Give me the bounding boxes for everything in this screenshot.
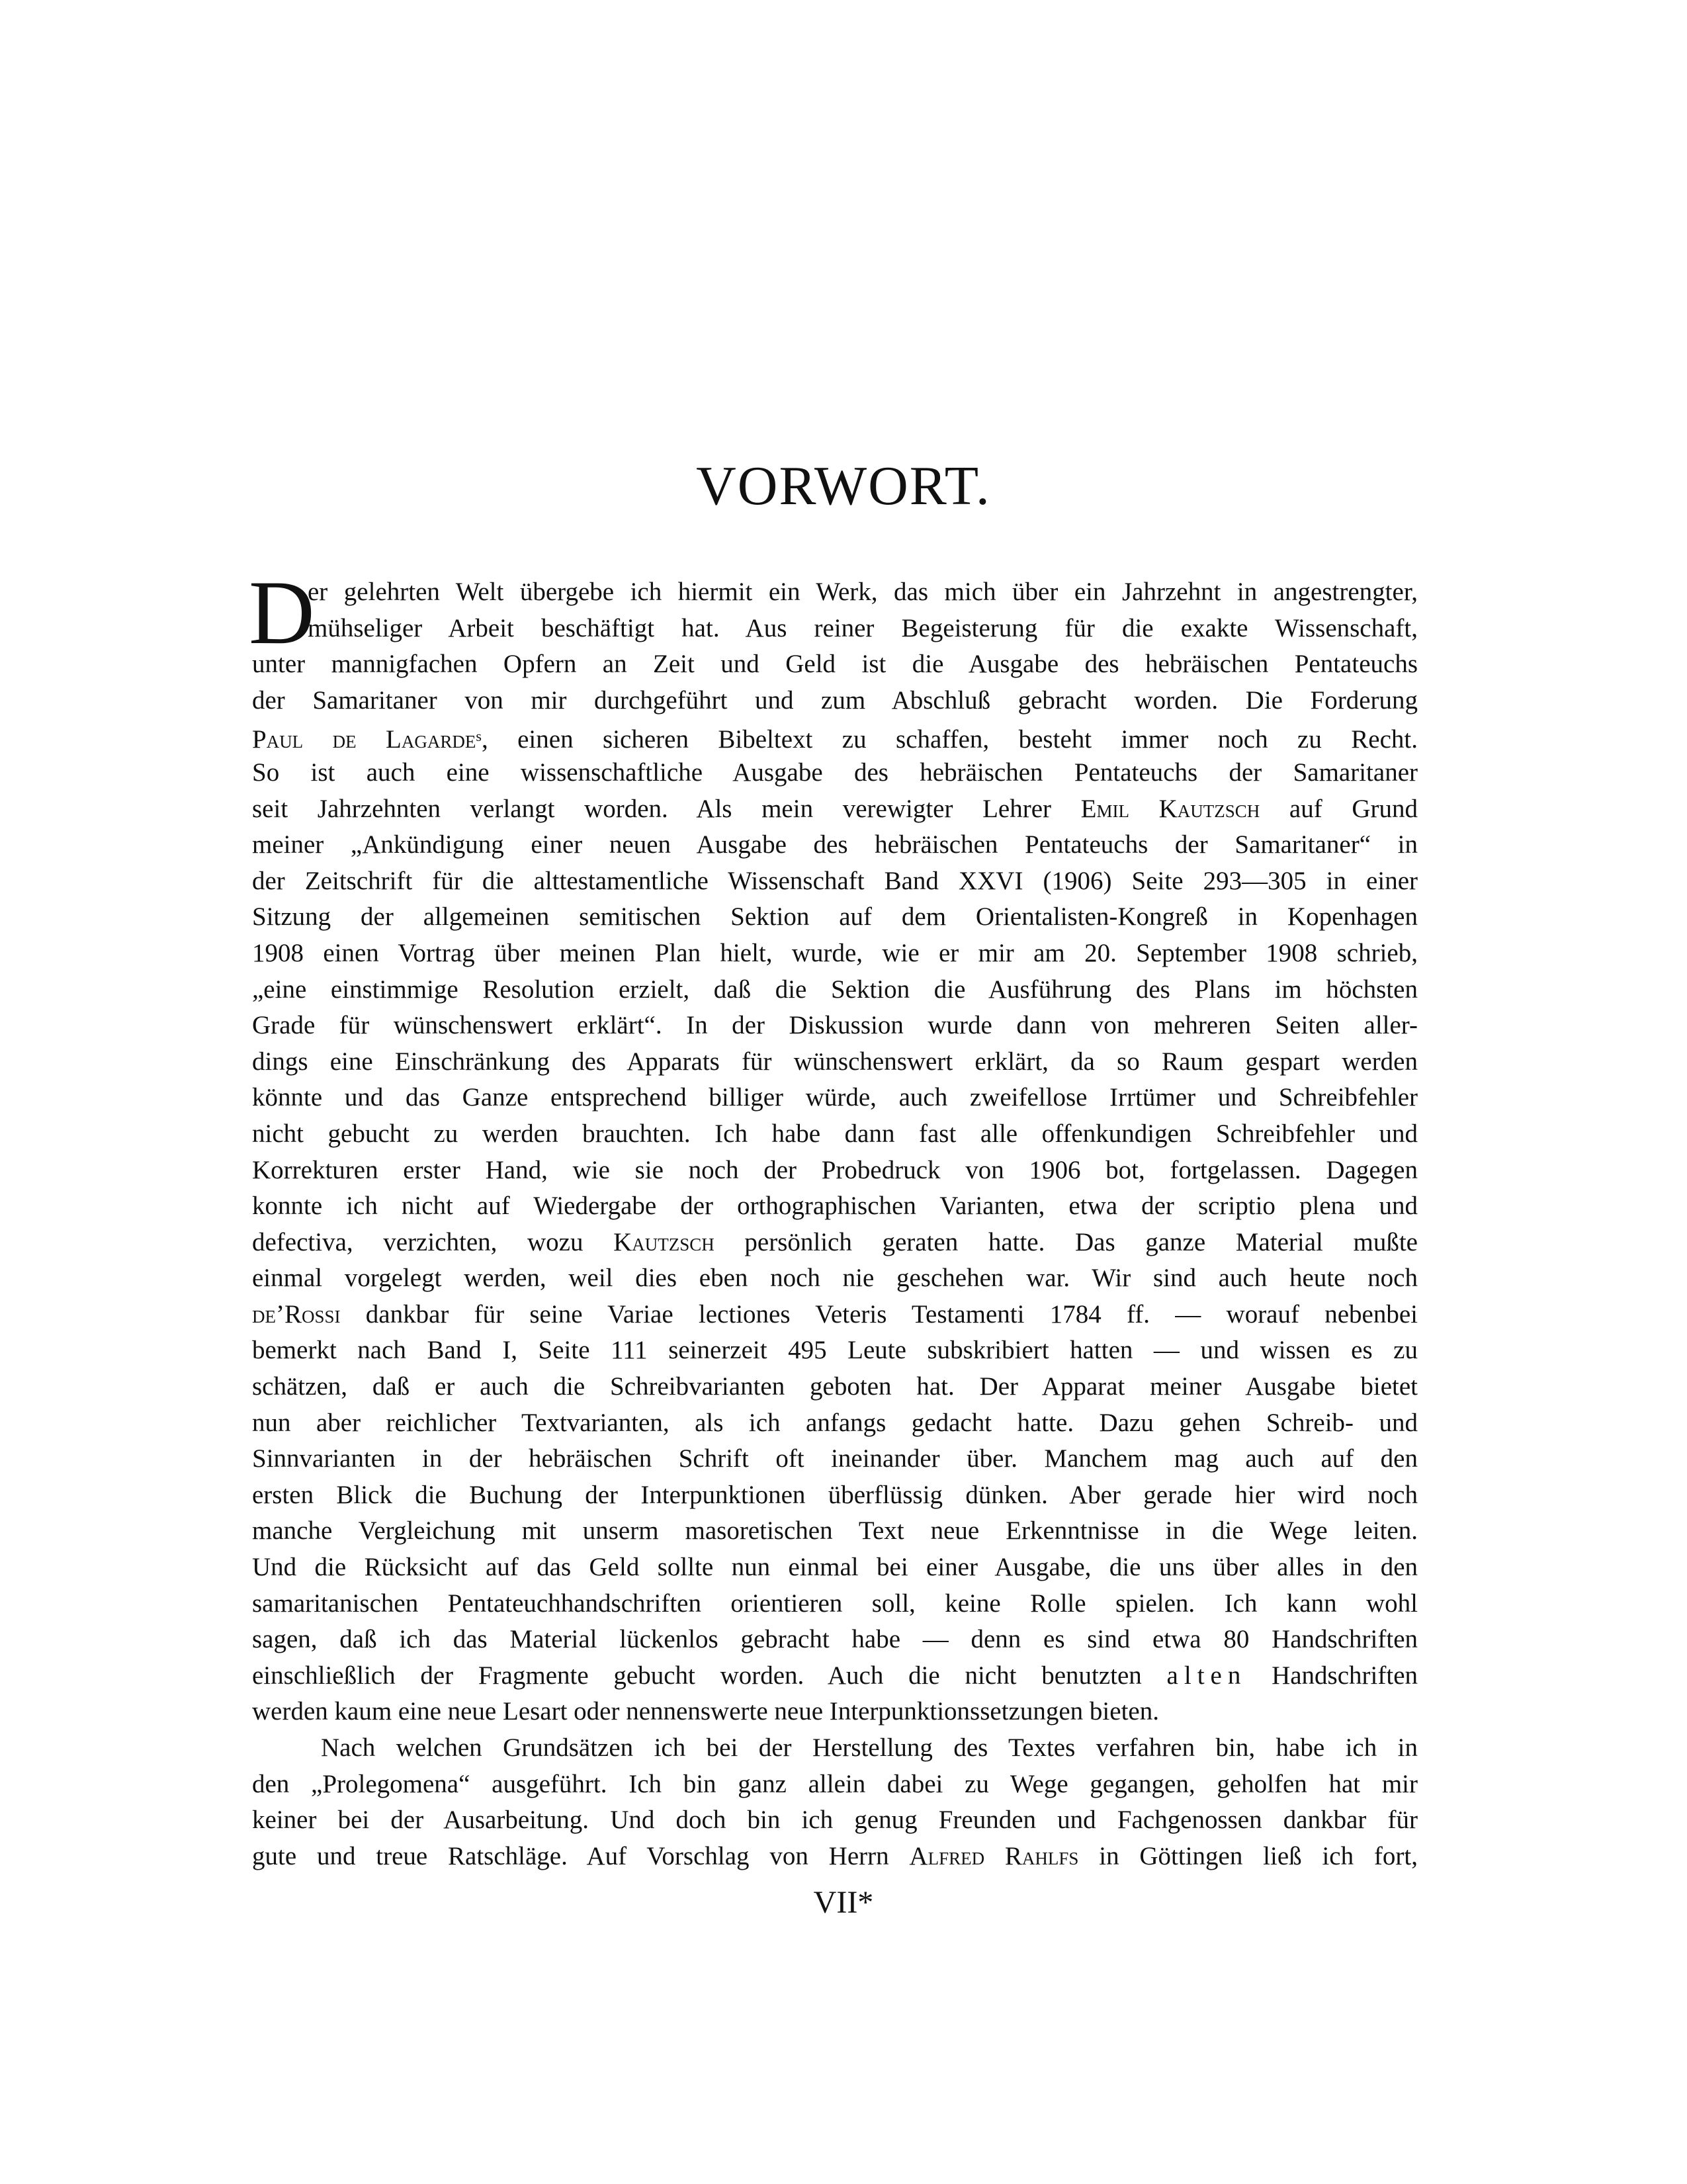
text-segment: „eine einstimmige Resolution erzielt, daß die Sektion die Ausführung des Plans im höchsten	[252, 975, 1418, 1004]
text-line	[252, 863, 1418, 900]
text-segment: der Samaritaner von mir durchgeführt und zum Abschluß gebracht worden. Die Forderung	[252, 685, 1418, 715]
text-segment: Handschriften	[1246, 1661, 1418, 1690]
text-line	[252, 1802, 1418, 1839]
text-segment: der Zeitschrift für die alttestamentliche Wissenschaft Band XXVI (1906) Seite 293—305 in einer	[252, 866, 1418, 895]
drop-cap: D	[249, 562, 315, 663]
text-segment: einschließlich der Fragmente gebucht worden. Auch die nicht benutzten	[252, 1661, 1167, 1690]
paragraph	[252, 574, 1418, 1730]
text-line	[252, 646, 1418, 683]
text-line	[252, 1297, 1418, 1333]
text-line	[252, 1730, 1418, 1767]
text-line	[252, 1477, 1418, 1514]
text-line	[252, 1369, 1418, 1405]
text-segment: defectiva, verzichten, wozu	[252, 1227, 614, 1256]
text-segment: manche Vergleichung mit unserm masoretischen Text neue Erkenntnisse in die Wege leiten.	[252, 1516, 1418, 1546]
text-segment: Sinnvarianten in der hebräischen Schrift oft ineinander über. Manchem mag auch auf den	[252, 1444, 1418, 1473]
text-segment: keiner bei der Ausarbeitung. Und doch bin ich genug Freunden und Fachgenossen dankbar für	[252, 1806, 1418, 1835]
text-segment: bemerkt nach Band I, Seite 111 seinerzeit 495 Leute subskribiert hatten — und wissen es zu	[252, 1336, 1418, 1365]
text-segment: 1908 einen Vortrag über meinen Plan hielt, wurde, wie er mir am 20. September 1908 schrieb,	[252, 938, 1418, 967]
text-line	[252, 1767, 1418, 1803]
text-segment: dings eine Einschränkung des Apparats für wünschenswert erklärt, da so Raum gespart werden	[252, 1047, 1418, 1076]
text-line	[252, 1658, 1418, 1694]
text-segment: Grade für wünschenswert erklärt“. In der Diskussion wurde dann von mehreren Seiten aller-	[252, 1011, 1418, 1040]
text-segment: konnte ich nicht auf Wiedergabe der orthographischen Varianten, etwa der scriptio plena und	[252, 1192, 1418, 1221]
text-segment: seit Jahrzehnten verlangt worden. Als mein verewigter Lehrer	[252, 794, 1081, 823]
text-segment: den „Prolegomena“ ausgeführt. Ich bin ganz allein dabei zu Wege gegangen, geholfen hat mir	[252, 1769, 1418, 1798]
text-line	[252, 611, 1418, 647]
text-segment: dankbar für seine Variae lectiones Veteris Testamenti 1784 ff. — worauf nebenbei	[340, 1299, 1418, 1329]
small-caps-name: Kautzsch	[613, 1227, 714, 1256]
text-line	[252, 936, 1418, 972]
text-segment: schätzen, daß er auch die Schreibvarianten geboten hat. Der Apparat meiner Ausgabe bietet	[252, 1372, 1418, 1401]
small-caps-name: Alfred Rahlfs	[909, 1841, 1079, 1870]
text-segment: mühseliger Arbeit beschäftigt hat. Aus reiner Begeisterung für die exakte Wissenschaft,	[308, 613, 1418, 642]
text-line	[252, 1116, 1418, 1153]
text-segment: Korrekturen erster Hand, wie sie noch der Probedruck von 1906 bot, fortgelassen. Dagegen	[252, 1155, 1418, 1184]
page-title: VORWORT.	[696, 455, 991, 517]
text-line	[252, 1080, 1418, 1116]
body-text	[252, 574, 1418, 1874]
text-line	[252, 1008, 1418, 1044]
text-segment: auf Grund	[1260, 794, 1418, 823]
text-line	[252, 1153, 1418, 1189]
text-line	[252, 899, 1418, 936]
text-segment: einmal vorgelegt werden, weil dies eben noch nie geschehen war. Wir sind auch heute noch	[252, 1264, 1418, 1293]
text-line	[252, 574, 1418, 611]
text-segment: unter mannigfachen Opfern an Zeit und Geld ist die Ausgabe des hebräischen Pentateuchs	[252, 650, 1418, 679]
text-line	[252, 1622, 1418, 1658]
small-caps-name: de’Rossi	[252, 1299, 341, 1329]
text-segment: gute und treue Ratschläge. Auf Vorschlag von Herrn	[252, 1841, 910, 1870]
text-line	[252, 755, 1418, 791]
text-line	[252, 719, 1418, 755]
text-line	[252, 1260, 1418, 1297]
small-caps-name: Emil Kautzsch	[1080, 794, 1260, 823]
text-line	[252, 1441, 1418, 1477]
text-segment: , einen sicheren Bibeltext zu schaffen, besteht immer noch zu Recht.	[481, 725, 1418, 754]
text-segment: Sitzung der allgemeinen semitischen Sektion auf dem Orientalisten-Kongreß in Kopenhagen	[252, 902, 1418, 932]
text-line	[252, 1332, 1418, 1369]
text-line	[252, 1225, 1418, 1261]
text-line	[252, 1694, 1418, 1730]
text-line	[252, 1839, 1418, 1875]
text-segment: So ist auch eine wissenschaftliche Ausgabe des hebräischen Pentateuchs der Samaritaner	[252, 758, 1418, 787]
text-segment: nun aber reichlicher Textvarianten, als ich anfangs gedacht hatte. Dazu gehen Schreib- und	[252, 1408, 1418, 1437]
text-segment: persönlich geraten hatte. Das ganze Material mußte	[714, 1227, 1418, 1256]
text-segment: nicht gebucht zu werden brauchten. Ich habe dann fast alle offenkundigen Schreibfehler und	[252, 1119, 1418, 1148]
text-line	[252, 1513, 1418, 1550]
text-segment: Und die Rücksicht auf das Geld sollte nun einmal bei einer Ausgabe, die uns über alles in den	[252, 1553, 1418, 1582]
text-line	[252, 972, 1418, 1008]
text-line	[252, 683, 1418, 719]
paragraph	[252, 1730, 1418, 1874]
text-segment: Nach welchen Grundsätzen ich bei der Herstellung des Textes verfahren bin, habe ich in	[321, 1733, 1418, 1762]
superscript: s	[476, 728, 482, 745]
text-line	[252, 1550, 1418, 1586]
text-segment: könnte und das Ganze entsprechend billiger würde, auch zweifellose Irrtümer und Schreibfehler	[252, 1083, 1418, 1112]
small-caps-name: Paul de Lagarde	[252, 725, 476, 754]
text-segment: ersten Blick die Buchung der Interpunktionen überflüssig dünken. Aber gerade hier wird noch	[252, 1480, 1418, 1509]
text-segment: werden kaum eine neue Lesart oder nennenswerte neue Interpunktionssetzungen bieten.	[252, 1697, 1159, 1726]
spaced-emphasis: alten	[1166, 1661, 1247, 1690]
text-line	[252, 1586, 1418, 1622]
text-line	[252, 791, 1418, 828]
text-line	[252, 1405, 1418, 1442]
text-segment: er gelehrten Welt übergebe ich hiermit ein Werk, das mich über ein Jahrzehnt in angestrengter,	[308, 578, 1418, 606]
text-segment: in Göttingen ließ ich fort,	[1078, 1841, 1418, 1870]
text-line	[252, 827, 1418, 863]
text-line	[252, 1044, 1418, 1080]
text-segment: samaritanischen Pentateuchhandschriften orientieren soll, keine Rolle spielen. Ich kann wohl	[252, 1589, 1418, 1618]
text-segment: sagen, daß ich das Material lückenlos gebracht habe — denn es sind etwa 80 Handschriften	[252, 1625, 1418, 1654]
text-line	[252, 1188, 1418, 1225]
text-segment: meiner „Ankündigung einer neuen Ausgabe des hebräischen Pentateuchs der Samaritaner“ in	[252, 830, 1418, 859]
page-number: VII*	[813, 1885, 874, 1920]
